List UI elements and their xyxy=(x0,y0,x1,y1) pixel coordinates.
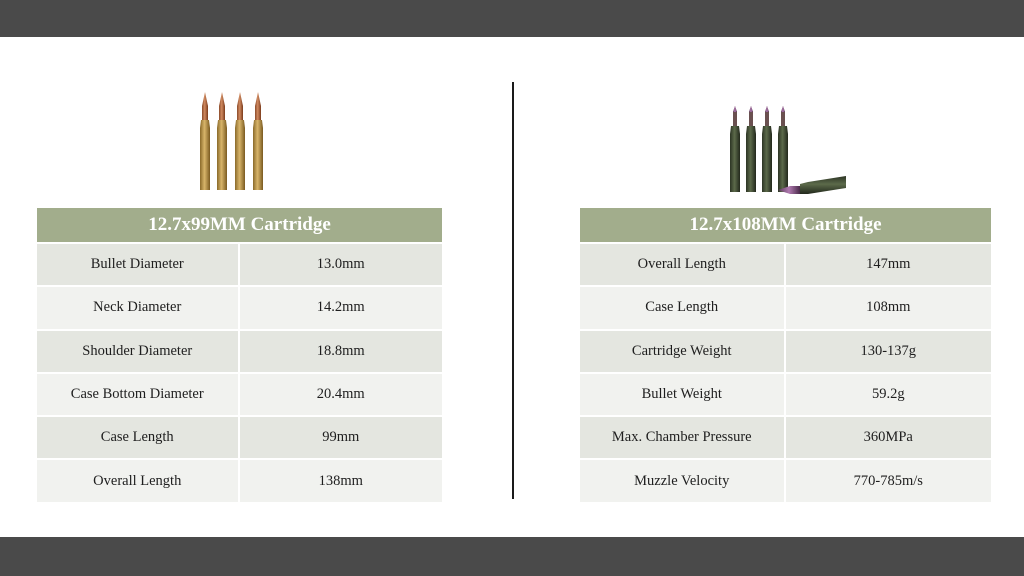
bottom-bar xyxy=(0,537,1024,576)
table-row xyxy=(580,329,991,372)
steel-cartridges-image xyxy=(722,104,850,198)
row-label: Case Length xyxy=(37,417,240,458)
row-value: 14.2mm xyxy=(240,287,443,328)
table-row xyxy=(37,415,442,458)
row-label: Overall Length xyxy=(37,460,240,501)
row-value: 99mm xyxy=(240,417,443,458)
row-value: 13.0mm xyxy=(240,244,443,285)
table-row xyxy=(580,285,991,328)
row-label: Bullet Diameter xyxy=(37,244,240,285)
cartridge-12-7x108-table xyxy=(580,208,991,502)
row-value: 770-785m/s xyxy=(786,460,992,501)
table-row xyxy=(37,372,442,415)
cartridge-12-7x99-table xyxy=(37,208,442,502)
row-value: 360MPa xyxy=(786,417,992,458)
row-label: Muzzle Velocity xyxy=(580,460,786,501)
row-value: 18.8mm xyxy=(240,331,443,372)
table-row xyxy=(580,458,991,501)
row-label: Bullet Weight xyxy=(580,374,786,415)
row-label: Case Bottom Diameter xyxy=(37,374,240,415)
table-row xyxy=(37,329,442,372)
table-row xyxy=(580,372,991,415)
row-label: Shoulder Diameter xyxy=(37,331,240,372)
vertical-divider xyxy=(512,82,514,499)
table-row xyxy=(580,242,991,285)
row-label: Overall Length xyxy=(580,244,786,285)
row-label: Max. Chamber Pressure xyxy=(580,417,786,458)
row-value: 59.2g xyxy=(786,374,992,415)
row-value: 130-137g xyxy=(786,331,992,372)
top-bar xyxy=(0,0,1024,37)
table-row xyxy=(37,458,442,501)
row-label: Cartridge Weight xyxy=(580,331,786,372)
row-value: 147mm xyxy=(786,244,992,285)
row-value: 108mm xyxy=(786,287,992,328)
table-row xyxy=(37,242,442,285)
table-title: 12.7x108MM Cartridge xyxy=(580,208,991,242)
row-value: 138mm xyxy=(240,460,443,501)
brass-cartridges-image xyxy=(195,90,270,194)
table-row xyxy=(580,415,991,458)
row-value: 20.4mm xyxy=(240,374,443,415)
row-label: Neck Diameter xyxy=(37,287,240,328)
table-title: 12.7x99MM Cartridge xyxy=(37,208,442,242)
table-row xyxy=(37,285,442,328)
row-label: Case Length xyxy=(580,287,786,328)
